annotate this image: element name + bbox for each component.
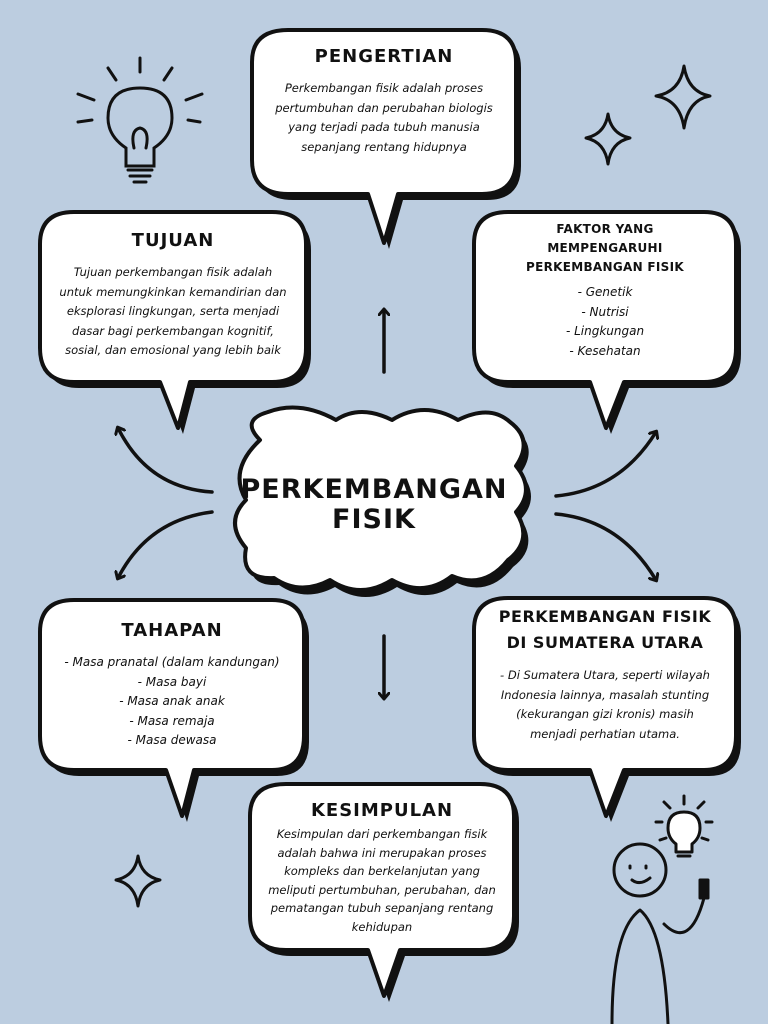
list-item: - Kesehatan [569, 343, 641, 358]
list-item: - Masa anak anak [119, 694, 225, 708]
tahapan-list [64, 653, 279, 751]
faktor-list [566, 283, 644, 361]
sumut-text: - Di Sumatera Utara, seperti wilayah Indonesia lainnya, masalah stunting (kekurangan gizi kronis) masih menjadi perhatian utama. [500, 668, 710, 741]
pengertian-text: Perkembangan fisik adalah proses pertumbuhan dan perubahan biologis yang terjadi pada tubuh manusia sepanjang rentang hidupnya [275, 81, 493, 154]
list-item: - Nutrisi [581, 304, 629, 319]
kesimpulan-text: Kesimpulan dari perkembangan fisik adalah bahwa ini merupakan proses kompleks dan berkelanjutan yang meliputi pertumbuhan, perubahan, dan pematangan tubuh sepanjang rentang kehidupan [268, 827, 496, 934]
arrow-lower-left [118, 512, 212, 578]
kesimpulan-box [250, 800, 514, 936]
tujuan-text: Tujuan perkembangan fisik adalah untuk memungkinkan kemandirian dan eksplorasi lingkungan, serta menjadi dasar bagi perkembangan kognitif, sosial, dan emosional yang lebih baik [59, 265, 287, 357]
tahapan-title: TAHAPAN [121, 620, 223, 641]
faktor-title: FAKTOR YANG MEMPENGARUHI PERKEMBANGAN FISIK [526, 222, 684, 274]
list-item: - Masa bayi [137, 674, 207, 689]
tahapan-box [40, 620, 304, 751]
tujuan-box [40, 230, 306, 361]
thinking-person-icon [612, 796, 712, 1024]
arrow-upper-right [556, 432, 656, 496]
list-item: - Lingkungan [565, 324, 645, 338]
lightbulb-icon [78, 58, 202, 182]
pengertian-box [252, 46, 516, 157]
pengertian-title: PENGERTIAN [314, 46, 454, 67]
list-item: - Masa dewasa [127, 733, 217, 747]
center-title: PERKEMBANGAN FISIK [240, 474, 508, 535]
faktor-box [474, 220, 736, 361]
tujuan-title: TUJUAN [131, 230, 215, 251]
list-item: - Masa remaja [129, 713, 215, 728]
arrow-upper-left [118, 428, 212, 492]
sumut-box [474, 604, 736, 744]
arrow-lower-right [556, 514, 656, 580]
sumut-title: PERKEMBANGAN FISIK DI SUMATERA UTARA [498, 607, 712, 652]
kesimpulan-title: KESIMPULAN [310, 800, 454, 821]
list-item: - Genetik [577, 285, 633, 299]
list-item: - Masa pranatal (dalam kandungan) [64, 655, 280, 669]
